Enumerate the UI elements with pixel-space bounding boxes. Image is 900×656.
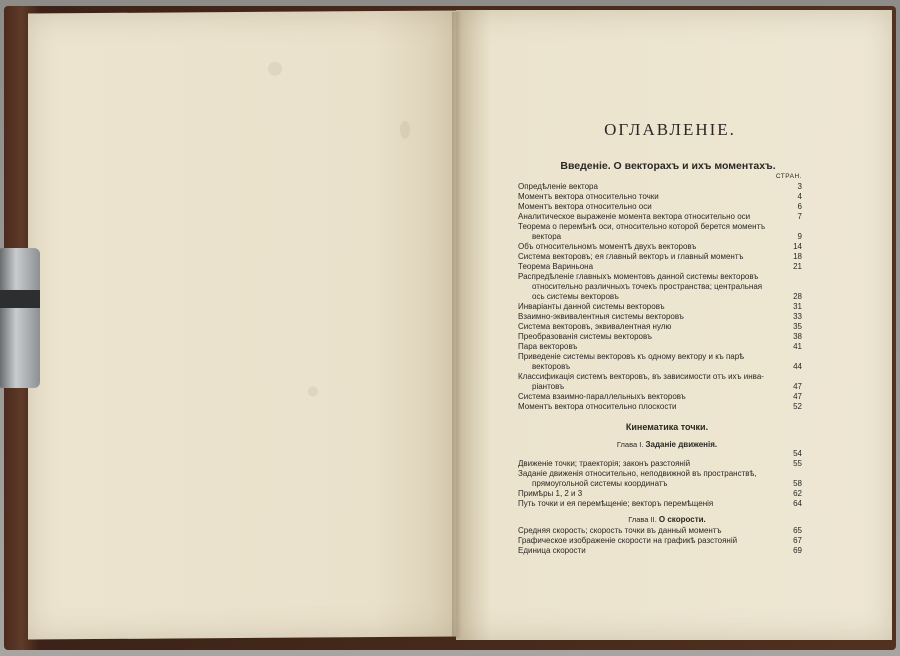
toc-entry-text: Моментъ вектора относительно точки (518, 192, 659, 201)
chapter2-entries (518, 526, 802, 556)
toc-entry (518, 192, 802, 202)
subsection-heading-kinematics: Кинематика точки. (625, 422, 709, 432)
intro-entries (518, 182, 802, 412)
clip-band (0, 290, 40, 308)
toc-entry-page: 47 (793, 382, 802, 391)
metal-clip (0, 248, 40, 388)
toc-entry-text: Распредѣленiе главныхъ моментовъ данной системы векторовъ (518, 272, 759, 281)
chapter1-label: Глава I. (616, 440, 644, 449)
toc-entry-text: Система векторовъ, эквивалентная нулю (518, 322, 672, 331)
toc-entry-text: Графическое изображенiе скорости на графикѣ разстоянiй (518, 536, 738, 545)
toc-entry-page: 7 (797, 212, 802, 221)
chapter2-label: Глава II. (628, 515, 657, 524)
toc-entry-page: 44 (793, 362, 802, 371)
book-gutter (452, 12, 462, 638)
toc-entry-page: 55 (793, 459, 802, 468)
toc-entry-text: Опредѣленiе вектора (518, 182, 598, 191)
toc-entry-page: 33 (793, 312, 802, 321)
toc-entry-text: Примѣры 1, 2 и 3 (518, 489, 583, 498)
toc-entry-page: 41 (793, 342, 802, 351)
toc-entry-text: Взаимно-эквивалентныя системы векторовъ (518, 312, 684, 321)
toc-entry (518, 262, 802, 272)
toc-entry-page: 38 (793, 332, 802, 341)
toc-entry-text: Единица скорости (518, 546, 586, 555)
toc-entry (518, 489, 802, 499)
toc-entry-text: Теорема о перемѣнѣ оси, относительно которой берется моментъ (518, 222, 766, 231)
toc-entry-continuation: векторовъ (532, 362, 571, 371)
left-page (28, 10, 460, 639)
toc-entry-text: Моментъ вектора относительно оси (518, 202, 652, 211)
toc-entry-page: 28 (793, 292, 802, 301)
toc-entry (518, 352, 802, 372)
toc-entry (518, 342, 802, 352)
toc-entry-page: 6 (797, 202, 802, 211)
chapter1-page-entry (518, 449, 802, 459)
toc-entry (518, 469, 802, 489)
toc-entry-page: 35 (793, 322, 802, 331)
toc-entry-text: Инварiанты данной системы векторовъ (518, 302, 665, 311)
chapter1-title: Заданiе движенiя. (645, 440, 718, 449)
toc-entry-continuation: относительно различныхъ точекъ пространства; центральная (532, 282, 763, 291)
toc-entry-page: 64 (793, 499, 802, 508)
toc-title: ОГЛАВЛЕНIЕ. (604, 120, 736, 139)
toc-entry-text: Путь точки и ея перемѣщенiе; векторъ перемѣщенiя (518, 499, 714, 508)
toc-entry (518, 252, 802, 262)
toc-entry-text: Аналитическое выраженiе момента вектора относительно оси (518, 212, 751, 221)
chapter1-entries (518, 459, 802, 509)
toc-entry-page: 14 (793, 242, 802, 251)
toc-entry (518, 182, 802, 192)
toc-entry-text: Классификацiя системъ векторовъ, въ зависимости отъ ихъ инва- (518, 372, 764, 381)
toc-entry (518, 459, 802, 469)
chapter2-heading (536, 515, 798, 524)
toc-entry-text: Моментъ вектора относительно плоскости (518, 402, 677, 411)
toc-entry-text: Теорема Вариньона (518, 262, 594, 271)
toc-entry (518, 242, 802, 252)
toc-entry (518, 312, 802, 322)
toc-entry (518, 402, 802, 412)
toc-entry (518, 392, 802, 402)
toc-entry-page: 67 (793, 536, 802, 545)
page-column-label: СТРАН. (775, 173, 802, 180)
toc-entry-page: 62 (793, 489, 802, 498)
toc-entry-continuation: прямоугольной системы координатъ (532, 479, 668, 488)
toc-entry (518, 499, 802, 509)
toc-entry-page: 21 (793, 262, 802, 271)
toc-entry (518, 526, 802, 536)
toc-entry-text: Преобразованiя системы векторовъ (518, 332, 652, 341)
toc-entry-page: 9 (797, 232, 802, 241)
toc-entry-continuation: вектора (532, 232, 562, 241)
toc-entry (518, 322, 802, 332)
toc-entry-text: Заданiе движенiя относительно, неподвижной въ пространствѣ, (518, 469, 757, 478)
toc-entry (518, 536, 802, 546)
toc-entry-text: Объ относительномъ моментѣ двухъ векторовъ (518, 242, 697, 251)
toc-entry-text: Средняя скорость; скорость точки въ данный моментъ (518, 526, 722, 535)
toc-entry-page: 69 (793, 546, 802, 555)
toc-entry-text: Система векторовъ; ея главный векторъ и главный моментъ (518, 252, 744, 261)
toc-entry (518, 222, 802, 242)
toc-entry-page: 58 (793, 479, 802, 488)
chapter2-title: О скорости. (658, 515, 706, 524)
toc-entry (518, 212, 802, 222)
toc-entry (518, 272, 802, 302)
toc-entry-page: 52 (793, 402, 802, 411)
toc-entry-page: 4 (797, 192, 802, 201)
toc-entry (518, 546, 802, 556)
toc-entry-page: 65 (793, 526, 802, 535)
toc-entry-text: Приведенiе системы векторовъ къ одному вектору и къ парѣ (518, 352, 745, 361)
toc-entry-page: 31 (793, 302, 802, 311)
table-of-contents (518, 120, 802, 556)
toc-entry-continuation: ось системы векторовъ (532, 292, 619, 301)
toc-entry-page: 3 (797, 182, 802, 191)
toc-entry (518, 372, 802, 392)
chapter1-heading (536, 440, 798, 449)
toc-entry (518, 332, 802, 342)
toc-entry (518, 302, 802, 312)
toc-entry-page: 18 (793, 252, 802, 261)
section-heading-introduction: Введенiе. О векторахъ и ихъ моментахъ. (560, 160, 776, 172)
toc-entry-text: Движенiе точки; траекторiя; законъ разстоянiй (518, 459, 691, 468)
toc-entry-continuation: рiантовъ (532, 382, 565, 391)
toc-entry-text: Пара векторовъ (518, 342, 578, 351)
chapter1-page: 54 (793, 449, 802, 458)
toc-entry (518, 202, 802, 212)
toc-entry-text: Система взаимно-параллельныхъ векторовъ (518, 392, 686, 401)
toc-entry-page: 47 (793, 392, 802, 401)
